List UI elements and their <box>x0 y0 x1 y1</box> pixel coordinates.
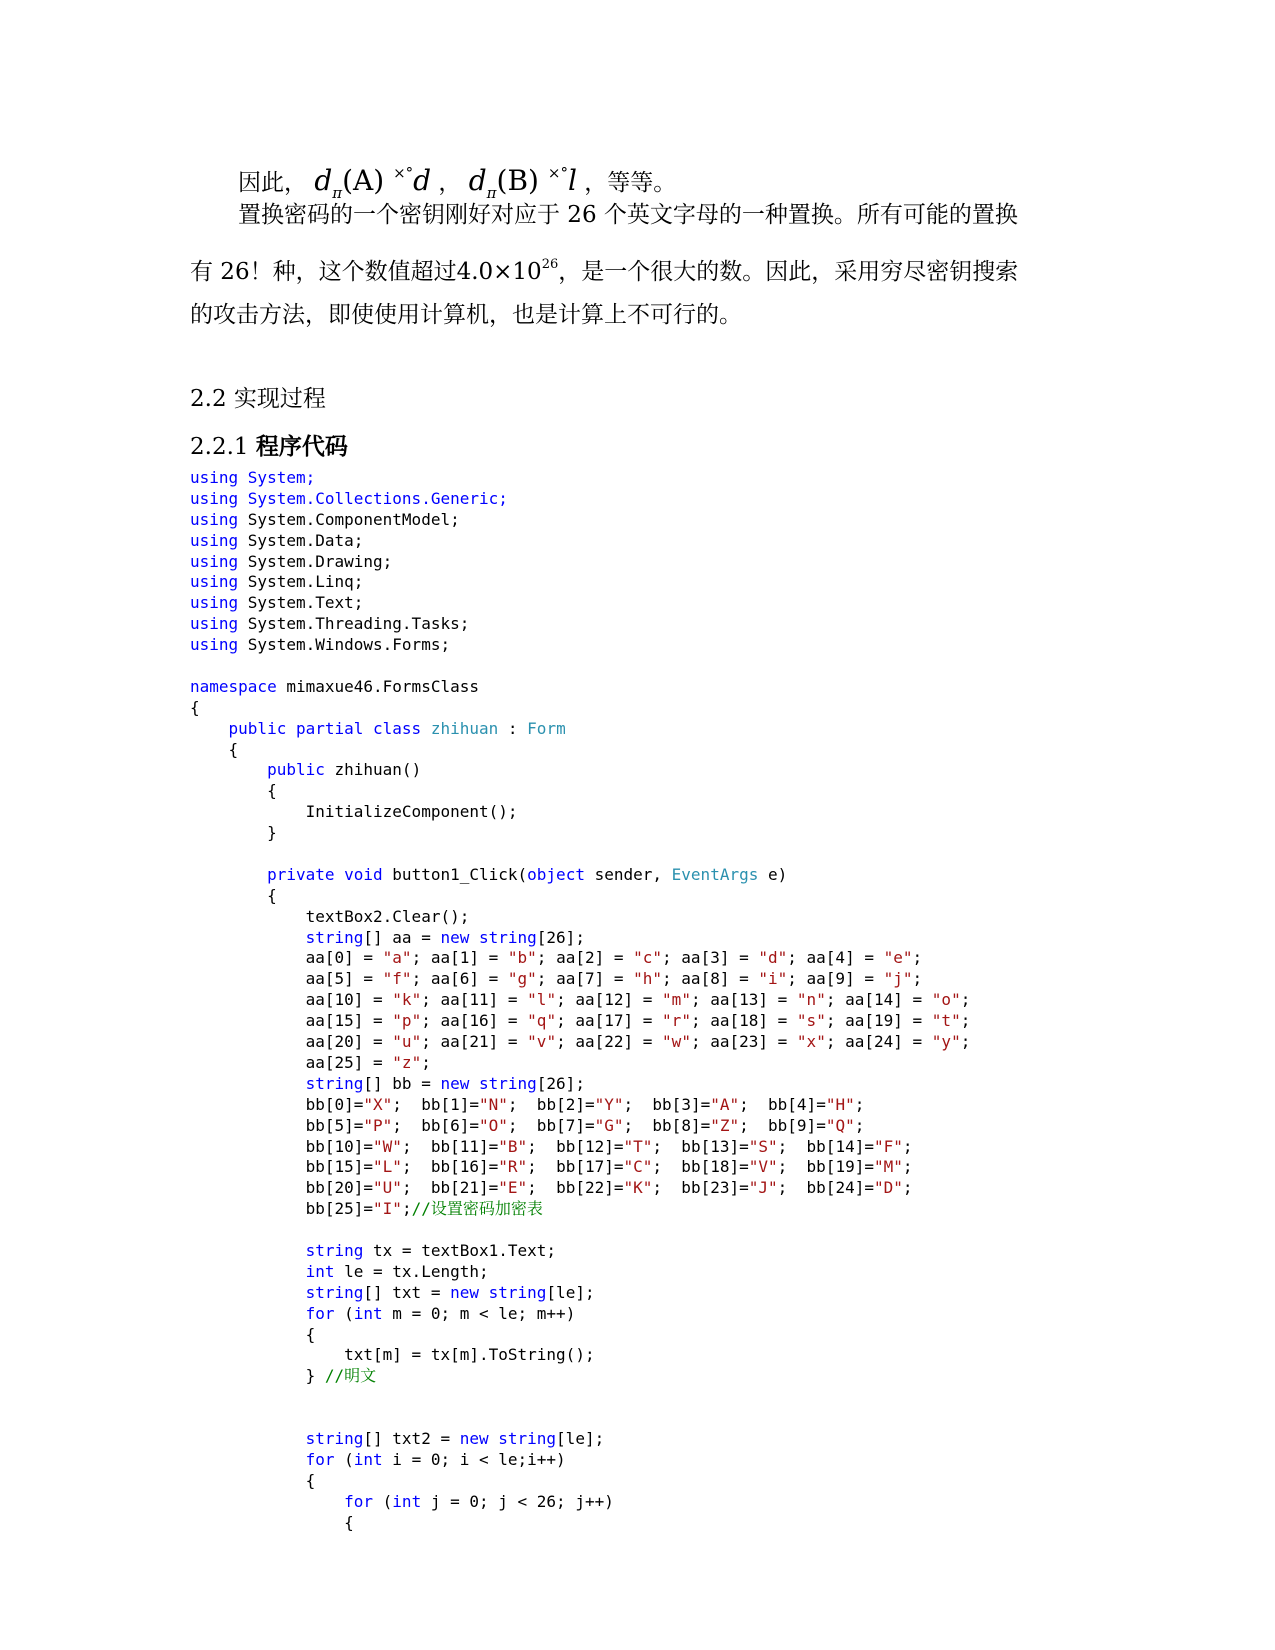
code-token: public partial class <box>228 718 431 738</box>
code-line <box>190 489 1190 510</box>
code-token: "E" <box>498 1178 528 1198</box>
code-token: "B" <box>498 1136 528 1156</box>
code-line <box>190 1053 1190 1074</box>
code-line <box>190 865 1190 886</box>
code-token: for <box>305 1449 345 1469</box>
code-token: using <box>190 509 248 529</box>
code-token: aa[0] = <box>190 948 383 968</box>
code-token: button1_Click( <box>392 864 528 884</box>
code-token <box>190 1262 306 1281</box>
code-token: bb[25]= <box>190 1199 374 1219</box>
code-line <box>190 1304 1190 1325</box>
code-token: Form <box>527 718 566 738</box>
code-token: "P" <box>363 1115 393 1135</box>
code-token: for <box>305 1303 345 1323</box>
code-token <box>190 1429 306 1448</box>
code-token: ; aa[18] = <box>690 1011 797 1031</box>
code-token: ; aa[12] = <box>556 990 663 1010</box>
code-token: m = 0; m < le; m++) <box>392 1303 576 1323</box>
subsection-heading: 2.2.1 程序代码 <box>190 434 348 460</box>
code-token: ; bb[9]= <box>739 1115 826 1135</box>
code-token: ( <box>344 1303 354 1323</box>
code-token: "L" <box>373 1157 402 1177</box>
code-token: ; aa[13] = <box>690 990 797 1010</box>
code-line <box>190 928 1190 949</box>
code-token: mimaxue46.FormsClass <box>286 676 479 696</box>
code-token: ; <box>854 1115 865 1135</box>
code-line <box>190 990 1190 1011</box>
code-token: //明文 <box>324 1366 377 1386</box>
code-line <box>190 781 1190 802</box>
code-token: "N" <box>479 1094 508 1114</box>
code-token: ; bb[18]= <box>652 1157 749 1177</box>
code-token: "q" <box>527 1011 557 1031</box>
code-token: System.ComponentModel; <box>247 509 460 529</box>
code-token: System.Data; <box>247 530 364 550</box>
code-token: bb[20]= <box>190 1178 374 1198</box>
code-token: aa[15] = <box>190 1011 393 1031</box>
code-token: ; bb[2]= <box>507 1094 595 1114</box>
code-token: ; bb[13]= <box>652 1136 749 1156</box>
paragraph-3: 的攻击方法，即使使用计算机，也是计算上不可行的。 <box>190 302 742 328</box>
code-token: bb[15]= <box>190 1157 374 1177</box>
code-token: ; bb[1]= <box>392 1094 479 1114</box>
code-token: ; aa[19] = <box>825 1011 932 1031</box>
code-line <box>190 1241 1190 1262</box>
code-token: ; aa[2] = <box>536 948 634 968</box>
code-token: { <box>190 1512 354 1532</box>
code-line <box>190 802 1190 823</box>
code-token: string <box>305 927 364 947</box>
code-token: "H" <box>825 1094 855 1114</box>
code-token: [26]; <box>536 1073 585 1093</box>
code-token: "d" <box>758 948 788 968</box>
code-token <box>190 928 306 947</box>
code-line <box>190 1262 1190 1283</box>
code-token: "m" <box>662 990 691 1010</box>
code-token: ; aa[17] = <box>556 1011 663 1031</box>
formula-prefix: 因此， <box>238 170 307 196</box>
code-token: aa[10] = <box>190 990 393 1010</box>
formula-b: $d_\pi(B)$ ×°l <box>468 164 577 202</box>
code-token: "p" <box>392 1011 422 1031</box>
code-token: "I" <box>373 1199 402 1219</box>
code-token: using <box>190 530 248 550</box>
formula-a: $d_\pi(A)$ ×°d <box>314 164 432 202</box>
code-line <box>190 572 1190 593</box>
code-line <box>190 844 1190 865</box>
code-token: using <box>190 614 248 634</box>
code-token <box>190 1283 306 1302</box>
code-token: using <box>190 635 248 655</box>
code-token: ; aa[6] = <box>411 969 508 989</box>
code-token: new string <box>440 1073 537 1093</box>
code-token <box>190 1492 344 1511</box>
code-line <box>190 1178 1190 1199</box>
code-line <box>190 614 1190 635</box>
code-line <box>190 510 1190 531</box>
code-token: "a" <box>382 948 412 968</box>
code-token: using <box>190 468 248 487</box>
code-token: { <box>190 697 200 717</box>
code-token: [] txt2 = <box>363 1428 460 1448</box>
code-token: ; <box>960 1032 971 1052</box>
code-token: sender, <box>594 864 672 884</box>
code-token: InitializeComponent(); <box>190 802 518 822</box>
code-token: ; <box>960 1011 971 1031</box>
code-token: e) <box>767 864 788 884</box>
code-line <box>190 1011 1190 1032</box>
code-token: "h" <box>633 969 663 989</box>
code-token: public <box>267 760 335 780</box>
code-token: ; <box>854 1094 865 1114</box>
code-line <box>190 948 1190 969</box>
code-token: "V" <box>748 1157 778 1177</box>
code-token: "r" <box>662 1011 691 1031</box>
code-token: ; aa[24] = <box>825 1032 932 1052</box>
code-line <box>190 468 1190 489</box>
code-token: "z" <box>392 1052 422 1072</box>
code-token: //设置密码加密表 <box>411 1199 543 1219</box>
code-token: int <box>305 1261 345 1281</box>
code-token: "g" <box>507 969 537 989</box>
code-token: [26]; <box>536 927 585 947</box>
code-token: ; aa[14] = <box>825 990 932 1010</box>
code-token <box>190 1241 306 1260</box>
code-token: ; bb[14]= <box>777 1136 874 1156</box>
code-line <box>190 1471 1190 1492</box>
code-token: new string <box>459 1428 557 1448</box>
code-token: { <box>190 781 277 801</box>
code-token <box>190 760 267 779</box>
code-token: ; bb[17]= <box>527 1157 624 1177</box>
code-token: ; bb[21]= <box>401 1178 499 1198</box>
code-token: le = tx.Length; <box>344 1261 489 1281</box>
code-token: "c" <box>633 948 663 968</box>
code-line <box>190 1074 1190 1095</box>
code-listing <box>190 468 1190 1533</box>
code-token: ; aa[16] = <box>421 1011 528 1031</box>
code-token: System.Linq; <box>247 572 364 592</box>
code-token: ; aa[11] = <box>421 990 528 1010</box>
code-line <box>190 907 1190 928</box>
code-line <box>190 969 1190 990</box>
code-line <box>190 1366 1190 1387</box>
code-token: ; aa[4] = <box>787 948 884 968</box>
code-token: "D" <box>873 1178 903 1198</box>
code-token: ; <box>401 1199 412 1219</box>
formula-line: 因此， $d_\pi(A)$ ×°d ， $d_\pi(B)$ ×°l ，等等。 <box>238 164 677 202</box>
code-token: ; aa[23] = <box>690 1032 797 1052</box>
code-token: "t" <box>931 1011 961 1031</box>
code-token: "e" <box>883 948 913 968</box>
code-token <box>190 1074 306 1093</box>
code-token: ; aa[1] = <box>411 948 508 968</box>
code-token: [] aa = <box>363 927 441 947</box>
code-token: string <box>305 1428 364 1448</box>
code-line <box>190 698 1190 719</box>
code-line <box>190 635 1190 656</box>
code-line <box>190 1137 1190 1158</box>
code-token: for <box>344 1491 383 1511</box>
code-token: "R" <box>498 1157 528 1177</box>
code-line <box>190 1220 1190 1241</box>
code-token: ; bb[11]= <box>401 1136 499 1156</box>
code-line <box>190 1345 1190 1366</box>
code-token: "i" <box>758 969 788 989</box>
code-token: ; <box>421 1052 431 1072</box>
code-token: private void <box>267 864 393 884</box>
code-token: ; aa[7] = <box>536 969 634 989</box>
code-line <box>190 1283 1190 1304</box>
code-token: ; bb[12]= <box>527 1136 624 1156</box>
code-token: "w" <box>662 1032 691 1052</box>
code-token: "s" <box>796 1011 826 1031</box>
code-token: int <box>392 1491 431 1511</box>
code-token: int <box>353 1303 393 1323</box>
code-token: "O" <box>479 1115 508 1135</box>
code-token: bb[5]= <box>190 1115 364 1135</box>
code-token: ; <box>960 990 971 1010</box>
code-token: "F" <box>873 1136 903 1156</box>
code-token: ; aa[9] = <box>787 969 884 989</box>
code-token: "k" <box>392 990 422 1010</box>
number-expression: $4.0\times 10^{26}$ <box>456 257 559 285</box>
code-line <box>190 1157 1190 1178</box>
code-token: "W" <box>373 1136 402 1156</box>
code-token: "u" <box>392 1032 422 1052</box>
code-line <box>190 1408 1190 1429</box>
code-token: "y" <box>931 1032 961 1052</box>
code-token: string <box>305 1282 364 1302</box>
code-token: } <box>190 1366 325 1386</box>
code-token: "S" <box>748 1136 778 1156</box>
code-token: "C" <box>623 1157 653 1177</box>
code-token: "b" <box>507 948 537 968</box>
code-token: zhihuan <box>430 718 499 738</box>
code-token: int <box>353 1449 393 1469</box>
code-token: "U" <box>373 1178 402 1198</box>
code-token: i = 0; i < le;i++) <box>392 1449 566 1469</box>
code-token: "K" <box>623 1178 653 1198</box>
code-token: ; bb[19]= <box>777 1157 874 1177</box>
code-line <box>190 531 1190 552</box>
code-line <box>190 1387 1190 1408</box>
code-token: "T" <box>623 1136 653 1156</box>
code-token: ; <box>902 1157 913 1177</box>
code-token: new string <box>450 1282 547 1302</box>
code-token: "f" <box>382 969 412 989</box>
code-token: ; bb[16]= <box>401 1157 499 1177</box>
code-line <box>190 1513 1190 1534</box>
code-line <box>190 1429 1190 1450</box>
code-token: "Z" <box>710 1115 740 1135</box>
code-token: bb[0]= <box>190 1094 364 1114</box>
code-token: { <box>190 1470 316 1490</box>
code-token: object <box>527 864 595 884</box>
code-token: System.Threading.Tasks; <box>247 614 470 634</box>
code-token: ; bb[24]= <box>777 1178 874 1198</box>
code-token: aa[5] = <box>190 969 383 989</box>
code-token: "G" <box>594 1115 624 1135</box>
code-token: ; aa[22] = <box>556 1032 663 1052</box>
code-token: "o" <box>931 990 961 1010</box>
code-token: ; aa[21] = <box>421 1032 528 1052</box>
code-token: string <box>305 1073 364 1093</box>
code-line <box>190 1095 1190 1116</box>
code-line <box>190 823 1190 844</box>
code-token: string <box>305 1240 374 1260</box>
code-token: using <box>190 551 248 571</box>
code-token: ; <box>912 969 923 989</box>
paragraph-1: 置换密码的一个密钥刚好对应于 26 个英文字母的一种置换。所有可能的置换 <box>238 202 1018 228</box>
code-token: ; <box>912 948 923 968</box>
code-token: System.Drawing; <box>247 551 393 571</box>
code-line <box>190 886 1190 907</box>
code-token: EventArgs <box>671 864 768 884</box>
code-token: ; bb[3]= <box>623 1094 711 1114</box>
code-line <box>190 719 1190 740</box>
code-token: System.Collections.Generic; <box>247 488 508 508</box>
code-line <box>190 1450 1190 1471</box>
code-token: textBox2.Clear(); <box>190 906 470 926</box>
code-token <box>190 1304 306 1323</box>
code-token: namespace <box>190 676 287 696</box>
code-line <box>190 760 1190 781</box>
code-token <box>190 719 229 738</box>
code-token: "J" <box>748 1178 778 1198</box>
code-token <box>190 865 267 884</box>
code-token: using <box>190 593 248 613</box>
code-token: ; aa[3] = <box>662 948 759 968</box>
code-token: ( <box>382 1491 393 1511</box>
code-token: "n" <box>796 990 826 1010</box>
code-token: System.Windows.Forms; <box>247 635 451 655</box>
code-line <box>190 1032 1190 1053</box>
code-token: "x" <box>796 1032 826 1052</box>
code-token: "l" <box>527 990 557 1010</box>
code-token: "Q" <box>825 1115 855 1135</box>
section-heading: 2.2 实现过程 <box>190 386 326 412</box>
code-token: "v" <box>527 1032 557 1052</box>
code-token: { <box>190 885 277 905</box>
code-token: aa[25] = <box>190 1052 393 1072</box>
code-token: "M" <box>873 1157 903 1177</box>
code-token <box>190 1450 306 1469</box>
code-token: txt[m] = tx[m].ToString(); <box>190 1345 595 1365</box>
code-line <box>190 740 1190 761</box>
code-line <box>190 1199 1190 1220</box>
code-token: bb[10]= <box>190 1136 374 1156</box>
code-token: { <box>190 739 239 759</box>
code-line <box>190 1325 1190 1346</box>
code-token: ( <box>344 1449 354 1469</box>
code-token: ; bb[23]= <box>652 1178 749 1198</box>
code-token: : <box>498 718 528 738</box>
paragraph-2: 有 26！种，这个数值超过$4.0\times 10^{26}$，是一个很大的数。因此，采用穷尽密钥搜索 <box>190 257 1019 285</box>
code-token: tx = textBox1.Text; <box>373 1240 557 1260</box>
code-line <box>190 552 1190 573</box>
code-token: ; bb[6]= <box>392 1115 479 1135</box>
code-token: ; <box>902 1136 913 1156</box>
formula-suffix: ，等等。 <box>584 170 677 196</box>
code-token: aa[20] = <box>190 1032 393 1052</box>
code-line <box>190 593 1190 614</box>
code-token: "X" <box>363 1094 393 1114</box>
code-token: ; bb[7]= <box>507 1115 595 1135</box>
code-line <box>190 1116 1190 1137</box>
code-token: "A" <box>710 1094 740 1114</box>
code-line <box>190 677 1190 698</box>
code-token: j = 0; j < 26; j++) <box>430 1491 614 1511</box>
code-token: "j" <box>883 969 913 989</box>
code-token: "Y" <box>594 1094 624 1114</box>
code-token: using <box>190 488 248 508</box>
code-token: [] bb = <box>363 1073 441 1093</box>
code-token: System.Text; <box>247 593 364 613</box>
code-token: ; aa[8] = <box>662 969 759 989</box>
code-token: ; bb[4]= <box>739 1094 826 1114</box>
code-token: System; <box>247 468 316 487</box>
code-token: ; <box>902 1178 913 1198</box>
code-token: [] txt = <box>363 1282 451 1302</box>
code-token: new string <box>440 927 537 947</box>
code-line <box>190 1492 1190 1513</box>
code-token: [le]; <box>546 1282 595 1302</box>
code-token: } <box>190 823 277 843</box>
code-token: zhihuan() <box>334 760 422 780</box>
code-token: [le]; <box>556 1428 605 1448</box>
code-token: ; bb[8]= <box>623 1115 711 1135</box>
code-token: ; bb[22]= <box>527 1178 624 1198</box>
code-token: using <box>190 572 248 592</box>
code-line <box>190 656 1190 677</box>
code-token: { <box>190 1324 316 1344</box>
